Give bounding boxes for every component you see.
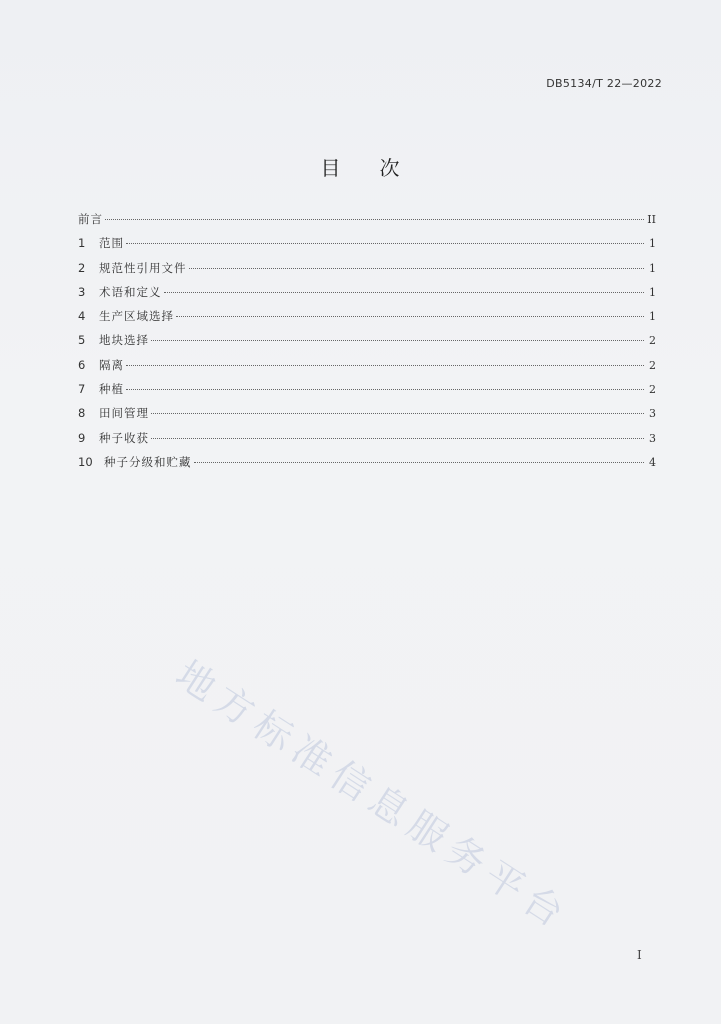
toc-entry-label: 种子收获: [99, 430, 149, 445]
toc-entry-number: 7: [78, 382, 86, 397]
toc-entry-page: 3: [649, 407, 656, 421]
watermark: 地方标准信息服务平台: [168, 651, 578, 940]
dot-leader: [189, 268, 645, 269]
toc-entry-6[interactable]: [78, 357, 656, 381]
toc-entry-label: 种植: [99, 382, 124, 397]
toc-entry-foreword[interactable]: [78, 211, 656, 235]
toc-entry-10[interactable]: [78, 454, 656, 478]
dot-leader: [151, 438, 644, 439]
toc-entry-page: 2: [649, 383, 656, 397]
toc-title: [0, 152, 721, 181]
toc-entry-label: 田间管理: [99, 406, 149, 421]
toc-entry-page: 1: [649, 237, 656, 251]
toc-entry-number: 5: [78, 333, 86, 348]
dot-leader: [151, 413, 644, 414]
toc-entry-page: 1: [649, 285, 656, 299]
toc-entry-page: II: [647, 213, 656, 226]
page-number: I: [637, 948, 642, 962]
toc-entry-number: 10: [78, 454, 93, 469]
toc-entry-number: 6: [78, 357, 86, 372]
toc-entry-page: 1: [649, 261, 656, 275]
toc-entry-label: 范围: [99, 236, 124, 251]
table-of-contents: [78, 211, 656, 478]
toc-entry-page: 2: [649, 334, 656, 348]
dot-leader: [151, 340, 644, 341]
toc-entry-number: 1: [78, 236, 86, 251]
toc-entry-number: 9: [78, 430, 86, 445]
toc-entry-label: 前言: [78, 212, 103, 226]
toc-entry-page: 1: [649, 310, 656, 324]
dot-leader: [194, 462, 645, 463]
toc-entry-8[interactable]: [78, 405, 656, 429]
toc-entry-page: 3: [649, 431, 656, 445]
toc-entry-1[interactable]: [78, 235, 656, 259]
dot-leader: [126, 365, 644, 366]
dot-leader: [126, 243, 644, 244]
toc-entry-number: 8: [78, 406, 86, 421]
toc-title-char-1: 目: [320, 156, 342, 180]
toc-entry-2[interactable]: [78, 260, 656, 284]
toc-entry-7[interactable]: [78, 381, 656, 405]
dot-leader: [164, 292, 645, 293]
toc-entry-page: 2: [649, 358, 656, 372]
toc-title-char-2: 次: [379, 156, 401, 180]
toc-entry-label: 规范性引用文件: [99, 260, 187, 275]
toc-entry-9[interactable]: [78, 430, 656, 454]
toc-entry-page: 4: [649, 455, 656, 469]
toc-entry-label: 地块选择: [99, 333, 149, 348]
toc-entry-label: 种子分级和贮藏: [104, 454, 192, 469]
document-code: DB5134/T 22—2022: [546, 77, 662, 90]
dot-leader: [176, 316, 644, 317]
dot-leader: [105, 219, 644, 220]
toc-entry-number: 4: [78, 309, 86, 324]
toc-entry-4[interactable]: [78, 308, 656, 332]
toc-entry-label: 生产区域选择: [99, 309, 174, 324]
toc-entry-3[interactable]: [78, 284, 656, 308]
toc-entry-label: 术语和定义: [99, 284, 162, 299]
toc-entry-number: 3: [78, 284, 86, 299]
dot-leader: [126, 389, 644, 390]
toc-entry-5[interactable]: [78, 332, 656, 356]
toc-entry-number: 2: [78, 260, 86, 275]
toc-entry-label: 隔离: [99, 357, 124, 372]
